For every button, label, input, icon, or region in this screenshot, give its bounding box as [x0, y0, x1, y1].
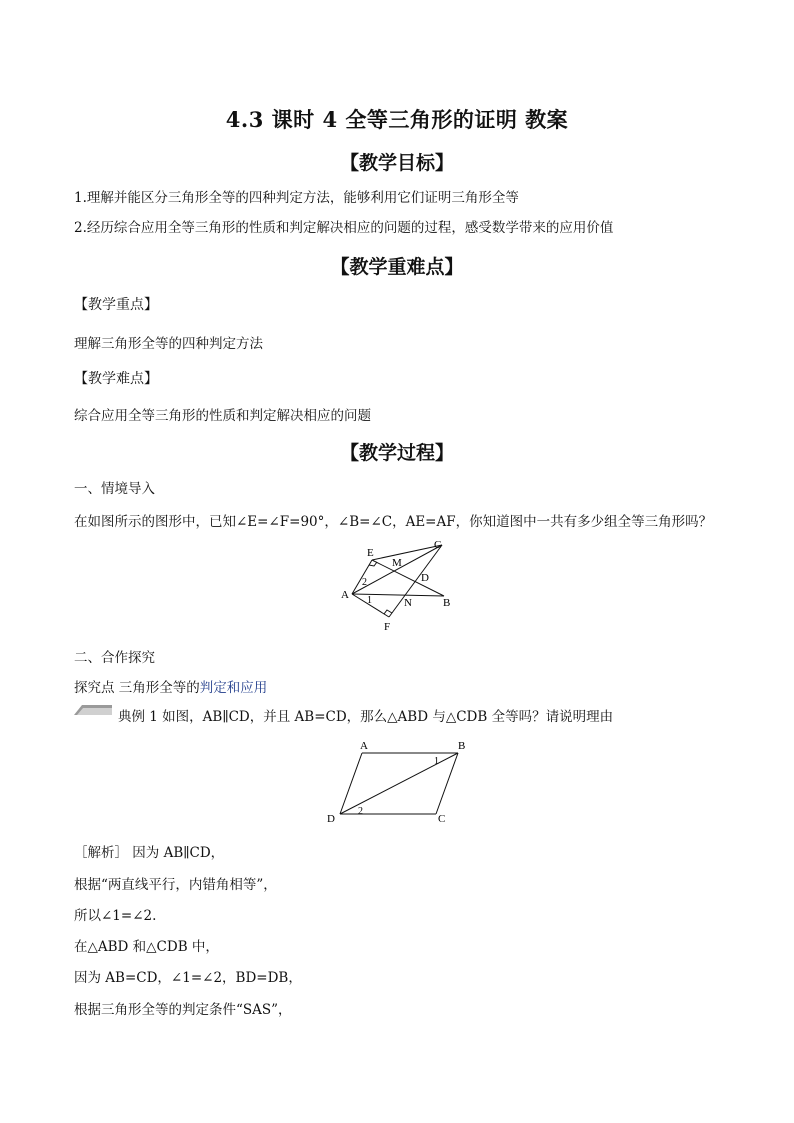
analysis-line-3: 所以∠1=∠2. [74, 908, 157, 924]
example-1-question: 典例 1 如图，AB∥CD，并且 AB=CD，那么△ABD 与△CDB 全等吗？请说明理由 [118, 709, 614, 725]
section-heading-goals: 【教学目标】 [339, 152, 454, 174]
fig2-label-b: B [458, 740, 466, 752]
fig1-label-f: F [384, 621, 391, 633]
explore-point [74, 676, 267, 696]
analysis-line-1: ［解析］ 因为 AB∥CD， [74, 845, 225, 861]
fig1-label-e: E [367, 547, 374, 559]
key-point-text: 理解三角形全等的四种判定方法 [74, 336, 263, 352]
step1-question: 在如图所示的图形中，已知∠E=∠F=90°，∠B=∠C，AE=AF，你知道图中一共有多少组全等三角形吗？ [74, 514, 713, 530]
analysis-line-4: 在△ABD 和△CDB 中， [74, 939, 219, 955]
step2-title: 二、合作探究 [74, 650, 155, 666]
goal-item-1: 1.理解并能区分三角形全等的四种判定方法，能够利用它们证明三角形全等 [74, 190, 519, 206]
analysis-line-6: 根据三角形全等的判定条件“SAS”， [74, 1002, 292, 1018]
figure-parallelogram-abcd [324, 736, 474, 828]
fig1-label-n: N [404, 597, 412, 609]
analysis-line-5: 因为 AB=CD，∠1=∠2，BD=DB， [74, 970, 302, 986]
explore-suffix: 判定和应用 [199, 680, 268, 696]
analysis-line-2: 根据“两直线平行，内错角相等”， [74, 877, 277, 893]
section-heading-process: 【教学过程】 [339, 442, 454, 464]
fig2-angle-1: 1 [434, 756, 439, 767]
step1-title: 一、情境导入 [74, 481, 155, 497]
fig1-label-b: B [443, 597, 451, 609]
figure-triangles-emcdnbf [336, 536, 466, 636]
section-heading-key-difficult: 【教学重难点】 [330, 256, 464, 278]
page-title: 4.3 课时 4 全等三角形的证明 教案 [225, 107, 569, 132]
fig2-label-a: A [360, 740, 368, 752]
fig1-angle-2: 2 [362, 577, 367, 588]
key-point-label: 【教学重点】 [74, 297, 158, 313]
fig1-label-d: D [421, 572, 429, 584]
example-tag-icon [74, 705, 112, 715]
difficult-point-text: 综合应用全等三角形的性质和判定解决相应的问题 [74, 408, 371, 424]
fig1-label-c: C [434, 539, 442, 551]
fig1-angle-1: 1 [367, 595, 372, 606]
fig2-label-d: D [327, 813, 335, 825]
fig2-label-c: C [438, 813, 446, 825]
fig1-label-a: A [341, 589, 349, 601]
explore-prefix: 探究点 三角形全等的 [74, 680, 200, 696]
fig2-angle-2: 2 [358, 806, 363, 817]
difficult-point-label: 【教学难点】 [74, 371, 158, 387]
goal-item-2: 2.经历综合应用全等三角形的性质和判定解决相应的问题的过程，感受数学带来的应用价值 [74, 220, 614, 236]
fig1-label-m: M [392, 557, 402, 569]
